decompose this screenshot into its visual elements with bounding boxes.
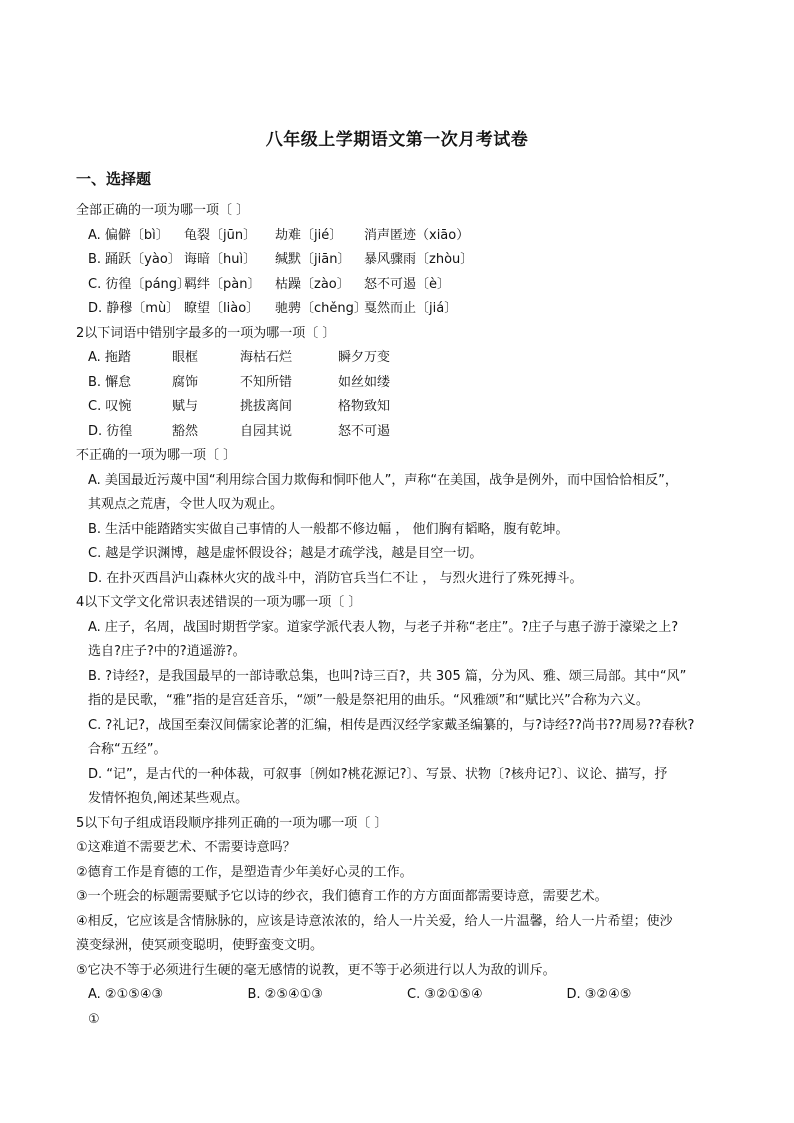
option-cell: 驰骋〔chěng〕 — [275, 301, 367, 316]
question-5-option-d-cont: ① — [88, 1011, 100, 1027]
option-cell: 羁绊〔pàn〕 — [184, 276, 261, 292]
question-5-sentence-4-cont: 漠变绿洲，使冥顽变聪明，使野蛮变文明。 — [76, 938, 324, 953]
question-4-option-d: D. “记”，是古代的一种体裁，可叙事〔例如?桃花源记?〕、写景、状物〔?核舟记?〕、议论、描写，抒 — [88, 766, 668, 782]
question-5-options — [76, 983, 726, 1008]
question-3-option-c: C. 越是学识渊博，越是虚怀假设谷；越是才疏学浅，越是目空一切。 — [88, 546, 483, 561]
option-cell: 挑拔离间 — [240, 399, 293, 414]
option-cell: 腐饰 — [172, 374, 199, 390]
question-5-option-d: D. ③②④⑤ — [566, 987, 632, 1002]
option-cell: 眼框 — [172, 350, 199, 365]
option-cell: 暴风骤雨〔zhòu〕 — [364, 252, 474, 267]
question-2-option-d — [76, 420, 726, 445]
question-list — [76, 199, 726, 1032]
option-cell: 豁然 — [172, 423, 199, 439]
option-cell: 诲暗〔huì〕 — [184, 252, 257, 267]
option-cell: B. 懈怠 — [88, 374, 132, 390]
question-2-option-c — [76, 395, 726, 420]
option-cell: 怒不可遏〔è〕 — [364, 276, 450, 292]
page-title: 八年级上学期语文第一次月考试卷 — [265, 130, 529, 150]
option-cell: 消声匿迹（xiāo） — [364, 227, 470, 243]
question-2-options — [76, 346, 726, 444]
option-cell: 怒不可遏 — [338, 423, 391, 439]
option-cell: 龟裂〔jūn〕 — [184, 227, 257, 243]
option-cell: 瞭望〔liào〕 — [184, 301, 260, 316]
question-3-option-a: A. 美国最近污蔑中国“利用综合国力欺侮和恫吓他人”，声称“在美国，战争是例外，而中国恰恰相反”， — [88, 472, 678, 488]
option-cell: 劫难〔jié〕 — [275, 227, 343, 243]
option-cell: 海枯石烂 — [240, 350, 293, 365]
question-3-option-a-cont: 其观点之荒唐，令世人叹为观止。 — [88, 497, 284, 512]
section-heading: 一、选择题 — [76, 170, 152, 188]
option-cell: 戛然而止〔jiá〕 — [364, 301, 458, 316]
question-4-option-c: C. ?礼记?，战国至秦汉间儒家论著的汇编，相传是西汉经学家戴圣编纂的，与?诗经??尚书??周易??春秋? — [88, 717, 695, 733]
option-cell: 枯躁〔zào〕 — [275, 276, 350, 292]
question-5-sentence-3: ③一个班会的标题需要赋予它以诗的纱衣，我们德育工作的方方面面都需要诗意，需要艺术。 — [76, 889, 608, 904]
question-5-sentence-5: ⑤它决不等于必须进行生硬的毫无感情的说教，更不等于必须进行以人为敌的训斥。 — [76, 962, 556, 978]
question-3-stem: 不正确的一项为哪一项〔 〕 — [76, 448, 237, 463]
option-cell: D. 静穆〔mù〕 — [88, 301, 180, 316]
question-1-option-b — [76, 248, 726, 273]
question-4-option-a-cont: 选自?庄子?中的?逍遥游?。 — [88, 644, 246, 659]
option-cell: 缄默〔jiān〕 — [275, 252, 351, 267]
question-4-option-a: A. 庄子，名周，战国时期哲学家。道家学派代表人物，与老子并称“老庄”。?庄子与惠子游于濠梁之上? — [88, 619, 679, 635]
option-cell: 如丝如缕 — [338, 374, 391, 390]
question-4-option-d-cont: 发情怀抱负,阐述某些观点。 — [88, 791, 249, 806]
option-cell: 格物致知 — [338, 399, 391, 414]
question-3-option-b: B. 生活中能踏踏实实做自己事情的人一般都不修边幅 ， 他们胸有韬略，腹有乾坤。 — [88, 521, 569, 537]
question-4-option-c-cont: 合称“五经”。 — [88, 742, 167, 757]
option-cell: 赋与 — [172, 399, 199, 414]
question-2-option-b — [76, 371, 726, 396]
question-3-option-d: D. 在扑灭西昌泸山森林火灾的战斗中，消防官兵当仁不让 ， 与烈火进行了殊死搏斗。 — [88, 570, 583, 586]
question-1-option-d — [76, 297, 726, 322]
option-cell: A. 拖踏 — [88, 350, 131, 365]
question-4-stem: 4以下文学文化常识表述错误的一项为哪一项〔 〕 — [76, 595, 362, 610]
option-cell: C. 彷徨〔páng〕 — [88, 276, 191, 292]
question-5-sentence-4: ④相反，它应该是含情脉脉的，应该是诗意浓浓的，给人一片关爱，给人一片温馨，给人一片希望；使沙 — [76, 913, 673, 929]
question-5-option-a: A. ②①⑤④③ — [88, 987, 164, 1002]
question-5-sentence-2: ②德育工作是育德的工作，是塑造青少年美好心灵的工作。 — [76, 864, 413, 880]
question-4-option-b: B. ?诗经?，是我国最早的一部诗歌总集，也叫?诗三百?，共 305 篇，分为风、雅、颂三局部。其中“风” — [88, 668, 687, 684]
option-cell: B. 踊跃〔yào〕 — [88, 252, 181, 267]
question-4-option-b-cont: 指的是民歌，“雅”指的是宫廷音乐，“颂”一般是祭祀用的曲乐。“风雅颂”和“赋比兴”合称为六义。 — [88, 693, 649, 708]
option-cell: D. 彷徨 — [88, 423, 133, 439]
option-cell: 不知所错 — [240, 374, 293, 390]
question-5-stem: 5以下句子组成语段顺序排列正确的一项为哪一项〔 〕 — [76, 815, 388, 831]
question-1-option-c — [76, 273, 726, 298]
question-1-option-a — [76, 224, 726, 249]
question-2-option-a — [76, 346, 726, 371]
question-5-option-b: B. ②⑤④①③ — [247, 987, 323, 1002]
question-1-options — [76, 224, 726, 322]
question-5-option-c: C. ③②①⑤④ — [407, 987, 483, 1002]
option-cell: A. 偏僻〔bì〕 — [88, 227, 169, 243]
question-5-sentence-1: ①这难道不需要艺术、不需要诗意吗？ — [76, 840, 296, 855]
question-2-stem: 2以下词语中错别字最多的一项为哪一项〔 〕 — [76, 325, 336, 341]
option-cell: 瞬夕万变 — [338, 350, 391, 365]
option-cell: 自园其说 — [240, 423, 293, 439]
question-1-stem: 全部正确的一项为哪一项〔 〕 — [76, 203, 250, 218]
option-cell: C. 叹惋 — [88, 399, 132, 414]
